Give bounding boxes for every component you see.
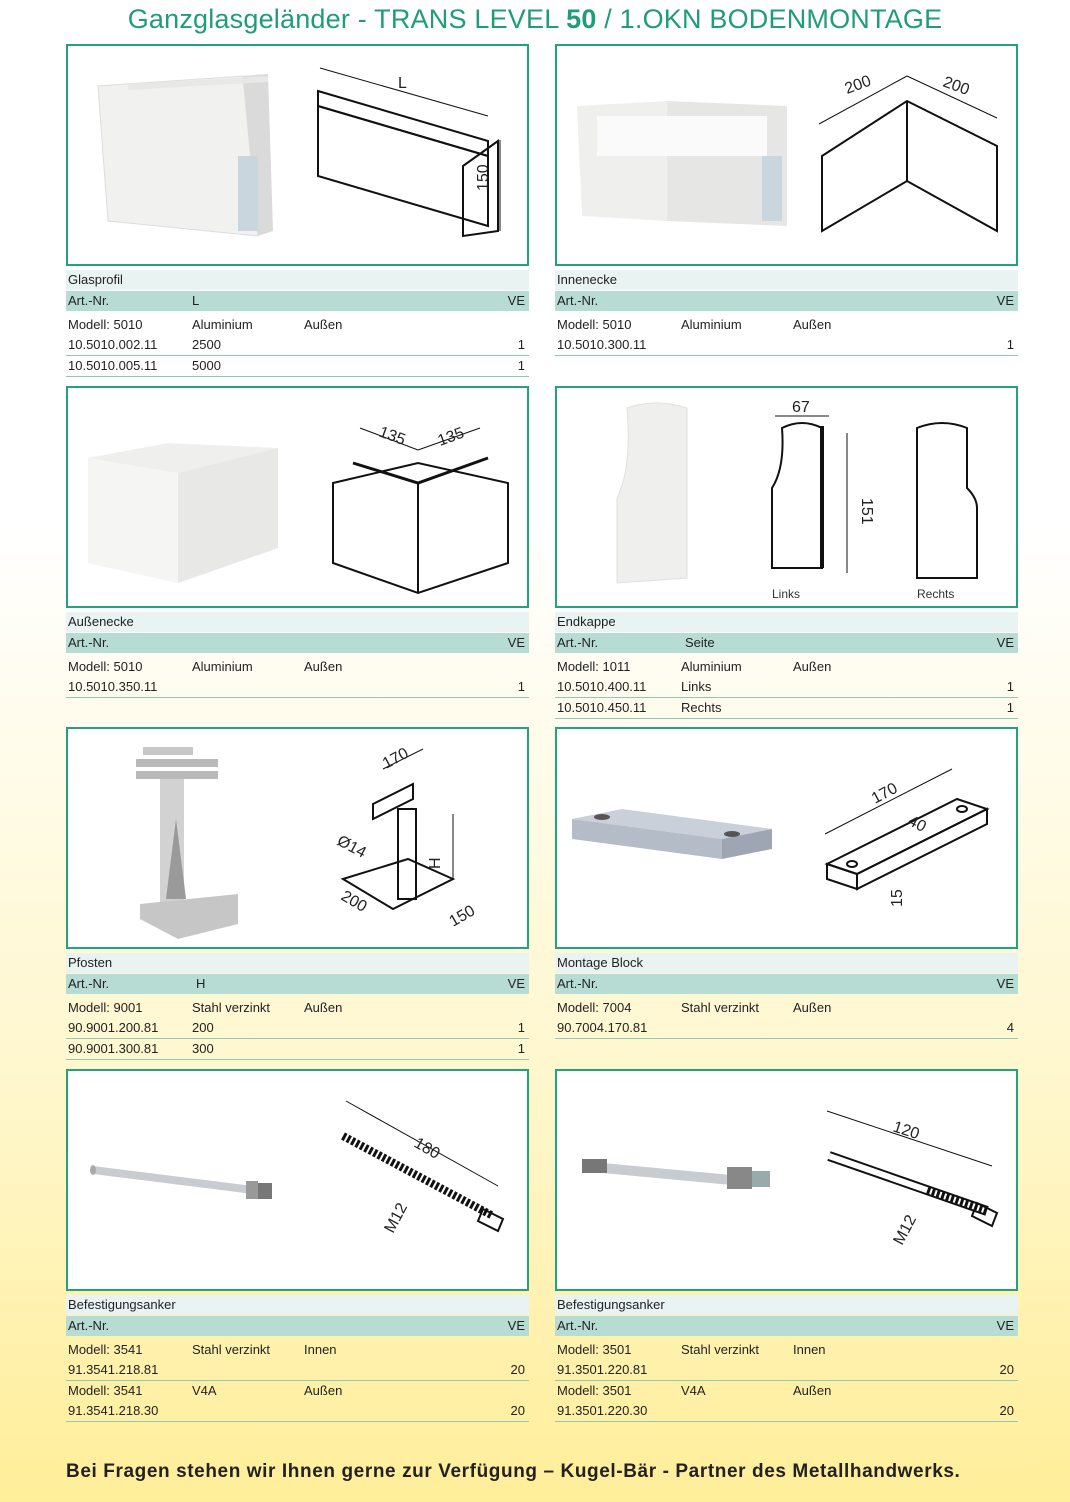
art-nr: 90.7004.170.81 bbox=[557, 1020, 648, 1035]
model-label: Modell: 3541 bbox=[68, 1342, 143, 1357]
endkappe-label-rechts: Rechts bbox=[917, 587, 955, 601]
art-nr-header: Art.-Nr. bbox=[68, 1318, 110, 1333]
row-ve: 1 bbox=[517, 337, 525, 352]
model-material: V4A bbox=[192, 1383, 217, 1398]
table-row bbox=[555, 1401, 1018, 1422]
product-image-innenecke bbox=[555, 44, 1018, 266]
title-suffix: / 1.OKN BODENMONTAGE bbox=[596, 4, 943, 34]
table-header bbox=[66, 974, 529, 994]
row-ve: 1 bbox=[517, 679, 525, 694]
pfosten-illustration bbox=[68, 729, 527, 947]
table-header bbox=[66, 1316, 529, 1336]
product-table-pfosten bbox=[66, 953, 529, 1060]
model-label: Modell: 5010 bbox=[557, 317, 632, 332]
art-nr: 91.3501.220.81 bbox=[557, 1362, 648, 1377]
art-nr-header: Art.-Nr. bbox=[68, 635, 110, 650]
row-value: 300 bbox=[192, 1041, 214, 1056]
endkappe-dim-height: 151 bbox=[858, 498, 875, 525]
product-table-innenecke bbox=[555, 270, 1018, 356]
row-ve: 1 bbox=[517, 358, 525, 373]
model-row bbox=[66, 1340, 529, 1360]
model-use: Außen bbox=[793, 1383, 832, 1398]
pfosten-dim-hole: Ø14 bbox=[334, 832, 369, 862]
product-image-pfosten bbox=[66, 727, 529, 949]
row-ve: 1 bbox=[1006, 337, 1014, 352]
art-nr: 10.5010.350.11 bbox=[68, 679, 158, 694]
table-row bbox=[66, 1018, 529, 1039]
model-label: Modell: 1011 bbox=[557, 659, 631, 674]
model-label: Modell: 5010 bbox=[68, 659, 143, 674]
product-table-glasprofil bbox=[66, 270, 529, 377]
product-image-montage-block bbox=[555, 727, 1018, 949]
anker-3501-illustration bbox=[557, 1071, 1016, 1289]
model-row bbox=[555, 998, 1018, 1018]
endkappe-dim-width: 67 bbox=[792, 399, 810, 416]
table-header bbox=[66, 291, 529, 311]
row-value: Rechts bbox=[681, 700, 722, 715]
art-nr-header: Art.-Nr. bbox=[557, 976, 599, 991]
table-row bbox=[66, 1360, 529, 1381]
row-ve: 1 bbox=[1006, 679, 1014, 694]
pfosten-dim-150: 150 bbox=[446, 902, 479, 931]
anker-3501-dim-thread: M12 bbox=[890, 1212, 921, 1248]
product-name: Befestigungsanker bbox=[66, 1295, 529, 1315]
table-header bbox=[66, 633, 529, 653]
model-label: Modell: 3501 bbox=[557, 1383, 632, 1398]
row-value: 5000 bbox=[192, 358, 221, 373]
model-material: Stahl verzinkt bbox=[681, 1000, 760, 1015]
product-name: Innenecke bbox=[555, 270, 1018, 290]
art-nr: 10.5010.400.11 bbox=[557, 679, 647, 694]
model-material: Aluminium bbox=[192, 659, 253, 674]
table-header bbox=[555, 291, 1018, 311]
model-material: Stahl verzinkt bbox=[192, 1342, 271, 1357]
model-material: Stahl verzinkt bbox=[681, 1342, 760, 1357]
model-label: Modell: 3501 bbox=[557, 1342, 632, 1357]
anker-3501-dim-length: 120 bbox=[890, 1118, 922, 1144]
product-table-aussenecke bbox=[66, 612, 529, 698]
model-use: Innen bbox=[304, 1342, 337, 1357]
art-nr: 10.5010.002.11 bbox=[68, 337, 158, 352]
table-row bbox=[555, 1360, 1018, 1381]
model-use: Außen bbox=[304, 317, 343, 332]
col2-header: L bbox=[192, 293, 200, 308]
product-image-anker-3501 bbox=[555, 1069, 1018, 1291]
montage-block-illustration bbox=[557, 729, 1016, 947]
col2-header: H bbox=[196, 976, 206, 991]
model-use: Außen bbox=[793, 659, 832, 674]
aussenecke-dim-right: 135 bbox=[435, 424, 467, 450]
row-ve: 20 bbox=[510, 1362, 525, 1377]
row-ve: 1 bbox=[1006, 700, 1014, 715]
model-label: Modell: 3541 bbox=[68, 1383, 143, 1398]
product-image-endkappe bbox=[555, 386, 1018, 608]
art-nr-header: Art.-Nr. bbox=[68, 293, 110, 308]
aussenecke-dim-left: 135 bbox=[376, 423, 408, 449]
model-row bbox=[555, 657, 1018, 677]
row-value: 2500 bbox=[192, 337, 221, 352]
product-table-endkappe bbox=[555, 612, 1018, 719]
art-nr-header: Art.-Nr. bbox=[68, 976, 110, 991]
ve-header: VE bbox=[507, 293, 525, 308]
endkappe-label-links: Links bbox=[772, 587, 801, 601]
product-name: Pfosten bbox=[66, 953, 529, 973]
model-row bbox=[66, 998, 529, 1018]
model-label: Modell: 9001 bbox=[68, 1000, 143, 1015]
model-row bbox=[555, 1381, 1018, 1401]
art-nr: 10.5010.005.11 bbox=[68, 358, 158, 373]
page-footer: Bei Fragen stehen wir Ihnen gerne zur Verfügung – Kugel-Bär - Partner des Metallhandwerks. bbox=[66, 1461, 961, 1482]
art-nr: 91.3541.218.30 bbox=[68, 1403, 159, 1418]
ve-header: VE bbox=[996, 635, 1014, 650]
product-name: Montage Block bbox=[555, 953, 1018, 973]
product-image-anker-3541 bbox=[66, 1069, 529, 1291]
art-nr: 91.3541.218.81 bbox=[68, 1362, 159, 1377]
title-level: 50 bbox=[566, 4, 597, 34]
model-row bbox=[555, 315, 1018, 335]
table-header bbox=[555, 633, 1018, 653]
row-value: Links bbox=[681, 679, 712, 694]
model-row bbox=[555, 1340, 1018, 1360]
montage-block-dim-height: 15 bbox=[889, 889, 906, 907]
art-nr-header: Art.-Nr. bbox=[557, 293, 599, 308]
product-image-glasprofil bbox=[66, 44, 529, 266]
glasprofil-dim-l: L bbox=[398, 75, 407, 92]
row-ve: 20 bbox=[510, 1403, 525, 1418]
model-use: Außen bbox=[304, 659, 343, 674]
art-nr: 10.5010.300.11 bbox=[557, 337, 647, 352]
pfosten-dim-200: 200 bbox=[338, 887, 370, 916]
table-row bbox=[66, 335, 529, 356]
ve-header: VE bbox=[996, 976, 1014, 991]
table-row bbox=[66, 1039, 529, 1060]
row-ve: 4 bbox=[1006, 1020, 1014, 1035]
model-row bbox=[66, 315, 529, 335]
model-label: Modell: 7004 bbox=[557, 1000, 632, 1015]
model-label: Modell: 5010 bbox=[68, 317, 143, 332]
aussenecke-illustration bbox=[68, 388, 527, 606]
row-ve: 1 bbox=[517, 1041, 525, 1056]
ve-header: VE bbox=[996, 1318, 1014, 1333]
model-material: Stahl verzinkt bbox=[192, 1000, 271, 1015]
anker-3541-dim-thread: M12 bbox=[381, 1200, 412, 1236]
glasprofil-dim-height: 150 bbox=[475, 164, 492, 191]
product-name: Befestigungsanker bbox=[555, 1295, 1018, 1315]
montage-block-dim-length: 170 bbox=[868, 779, 901, 808]
art-nr-header: Art.-Nr. bbox=[557, 1318, 599, 1333]
model-row bbox=[66, 657, 529, 677]
page-title bbox=[0, 4, 1070, 35]
art-nr: 91.3501.220.30 bbox=[557, 1403, 648, 1418]
row-ve: 20 bbox=[999, 1403, 1014, 1418]
product-image-aussenecke bbox=[66, 386, 529, 608]
product-table-anker-3501 bbox=[555, 1295, 1018, 1422]
table-row bbox=[555, 677, 1018, 698]
row-ve: 20 bbox=[999, 1362, 1014, 1377]
ve-header: VE bbox=[507, 635, 525, 650]
endkappe-illustration bbox=[557, 388, 1016, 606]
glasprofil-illustration bbox=[68, 46, 527, 264]
product-name: Glasprofil bbox=[66, 270, 529, 290]
art-nr: 10.5010.450.11 bbox=[557, 700, 647, 715]
col2-header: Seite bbox=[685, 635, 715, 650]
montage-block-dim-width: 40 bbox=[905, 812, 929, 836]
product-name: Endkappe bbox=[555, 612, 1018, 632]
product-table-anker-3541 bbox=[66, 1295, 529, 1422]
model-use: Außen bbox=[793, 1000, 832, 1015]
table-row bbox=[66, 1401, 529, 1422]
title-prefix: Ganzglasgeländer - TRANS LEVEL bbox=[127, 4, 567, 34]
table-row bbox=[555, 698, 1018, 719]
model-use: Außen bbox=[793, 317, 832, 332]
ve-header: VE bbox=[507, 1318, 525, 1333]
anker-3541-illustration bbox=[68, 1071, 527, 1289]
pfosten-dim-h: H bbox=[427, 857, 444, 869]
model-use: Außen bbox=[304, 1383, 343, 1398]
table-row bbox=[66, 677, 529, 698]
model-material: Aluminium bbox=[681, 317, 742, 332]
art-nr-header: Art.-Nr. bbox=[557, 635, 599, 650]
art-nr: 90.9001.200.81 bbox=[68, 1020, 159, 1035]
model-row bbox=[66, 1381, 529, 1401]
model-use: Außen bbox=[304, 1000, 343, 1015]
table-row bbox=[555, 1018, 1018, 1039]
model-material: Aluminium bbox=[192, 317, 253, 332]
pfosten-dim-170: 170 bbox=[379, 744, 412, 773]
ve-header: VE bbox=[507, 976, 525, 991]
innenecke-dim-left: 200 bbox=[842, 72, 874, 98]
innenecke-dim-right: 200 bbox=[940, 73, 972, 99]
model-use: Innen bbox=[793, 1342, 826, 1357]
row-ve: 1 bbox=[517, 1020, 525, 1035]
model-material: Aluminium bbox=[681, 659, 742, 674]
row-value: 200 bbox=[192, 1020, 214, 1035]
art-nr: 90.9001.300.81 bbox=[68, 1041, 159, 1056]
table-header bbox=[555, 1316, 1018, 1336]
product-name: Außenecke bbox=[66, 612, 529, 632]
anker-3541-dim-length: 180 bbox=[411, 1134, 443, 1163]
model-material: V4A bbox=[681, 1383, 706, 1398]
ve-header: VE bbox=[996, 293, 1014, 308]
product-table-montage-block bbox=[555, 953, 1018, 1039]
table-header bbox=[555, 974, 1018, 994]
innenecke-illustration bbox=[557, 46, 1016, 264]
table-row bbox=[66, 356, 529, 377]
table-row bbox=[555, 335, 1018, 356]
